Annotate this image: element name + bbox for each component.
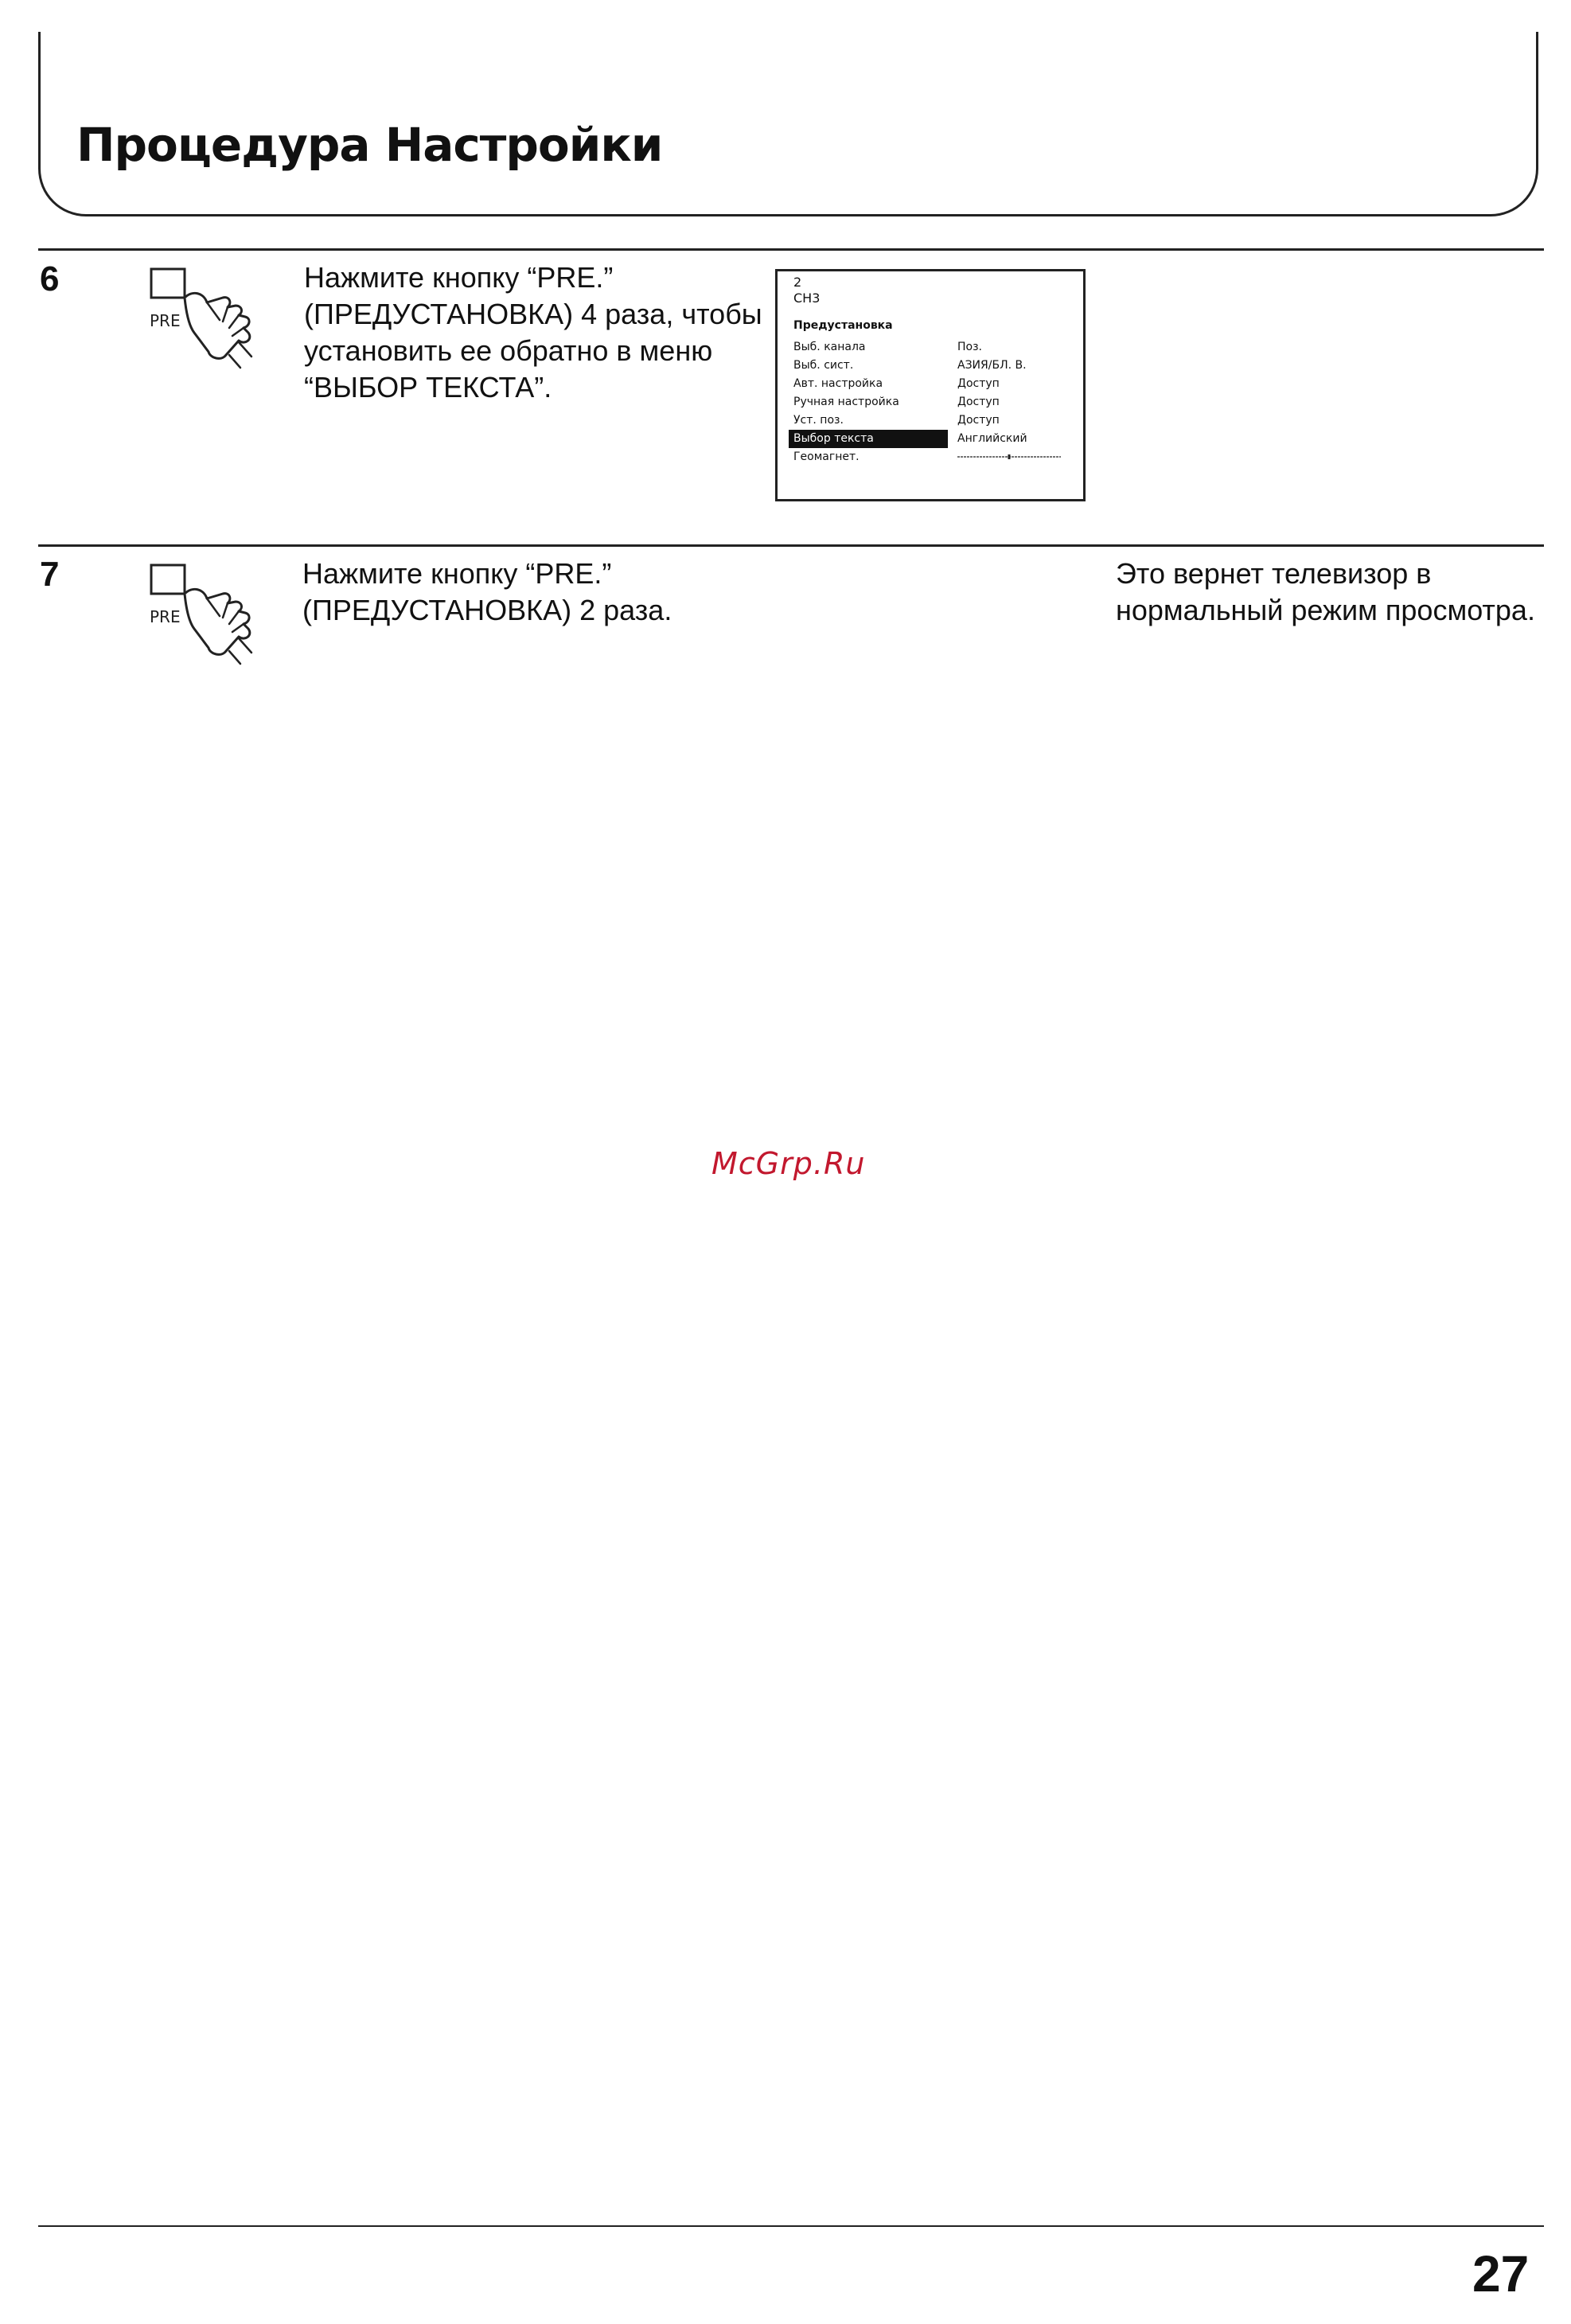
- tv-menu-row: [789, 338, 1072, 357]
- tv-menu-row: [789, 375, 1072, 393]
- step-7-instruction-line: Нажмите кнопку “PRE.”: [302, 557, 612, 590]
- tv-menu-row-label: Геомагнет.: [793, 450, 860, 463]
- page-title: Процедура Настройки: [76, 118, 663, 172]
- tv-menu-row-label: Выб. сист.: [793, 359, 854, 372]
- step-7-button-label: PRE: [150, 607, 181, 626]
- step-6-instruction-line: “ВЫБОР ТЕКСТА”.: [304, 371, 552, 404]
- tv-menu-row-label: Авт. настройка: [793, 377, 883, 390]
- tv-menu-row: [789, 357, 1072, 375]
- tv-menu-row-value: Английский: [957, 432, 1027, 445]
- tv-channel-number: 2: [793, 275, 802, 290]
- step-6-button-label: PRE: [150, 311, 181, 330]
- step-6-hand-pressing-button-icon: [146, 266, 266, 369]
- step-6-number: 6: [40, 259, 60, 298]
- step-7-note: [1116, 556, 1535, 629]
- header-frame-top-mask: [32, 0, 1544, 32]
- step-7-note-line: Это вернет телевизор в: [1116, 557, 1432, 590]
- step-7-note-line: нормальный режим просмотра.: [1116, 594, 1535, 626]
- step-6-instruction-line: (ПРЕДУСТАНОВКА) 4 раза, чтобы: [304, 298, 762, 330]
- page-number: 27: [1472, 2245, 1530, 2303]
- tv-menu-row-value: Доступ: [957, 396, 1000, 408]
- tv-menu-row-value: АЗИЯ/БЛ. В.: [957, 359, 1027, 372]
- tv-menu-row: [789, 393, 1072, 411]
- geomagnet-level-bar: [957, 454, 1061, 459]
- step-6-instruction-line: Нажмите кнопку “PRE.”: [304, 261, 614, 294]
- tv-menu-row-selected: [789, 430, 1072, 448]
- tv-channel-info: [793, 275, 820, 306]
- step-7-number: 7: [40, 555, 60, 594]
- tv-menu-heading: Предустановка: [793, 319, 893, 332]
- tv-menu-row-label: Выбор текста: [789, 430, 948, 448]
- tv-menu-row-label: Выб. канала: [793, 341, 866, 353]
- tv-menu-row-label: Уст. поз.: [793, 414, 844, 427]
- step-7-divider: [38, 544, 1544, 547]
- tv-menu-row-value: Поз.: [957, 341, 982, 353]
- tv-menu-row-label: Ручная настройка: [793, 396, 899, 408]
- tv-menu-list: [789, 338, 1072, 466]
- header-frame: [38, 0, 1538, 216]
- tv-menu-row-value: Доступ: [957, 377, 1000, 390]
- watermark: McGrp.Ru: [711, 1146, 866, 1181]
- footer-divider: [38, 2225, 1544, 2227]
- tv-menu-row: [789, 411, 1072, 430]
- step-6-instruction: [304, 259, 762, 406]
- step-7-instruction-line: (ПРЕДУСТАНОВКА) 2 раза.: [302, 594, 672, 626]
- step-6-instruction-line: установить ее обратно в меню: [304, 334, 713, 367]
- step-7-instruction: [302, 556, 672, 629]
- tv-menu-row: [789, 448, 1072, 466]
- step-7-hand-pressing-button-icon: [146, 562, 266, 665]
- tv-menu-row-value: Доступ: [957, 414, 1000, 427]
- step-6-divider: [38, 248, 1544, 251]
- tv-channel-name: CH3: [793, 290, 821, 306]
- tv-menu-screen: [775, 269, 1086, 501]
